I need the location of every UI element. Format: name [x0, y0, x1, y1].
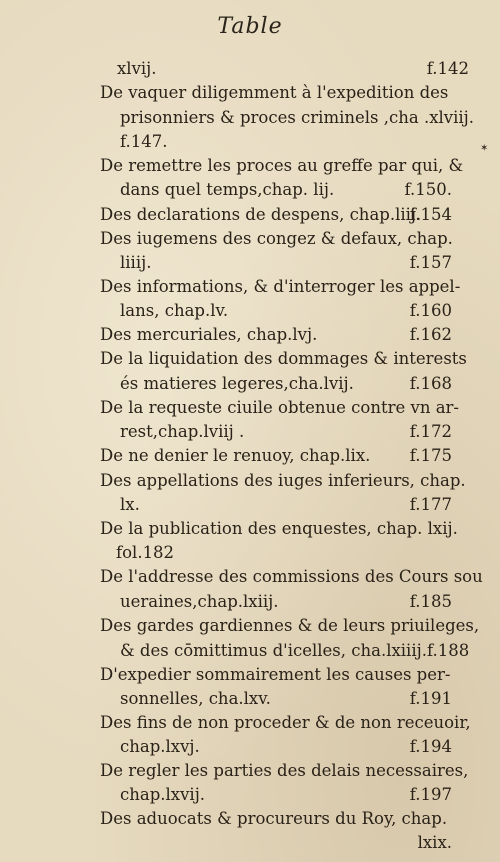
- entry-text: D'expedier sommairement les causes per-: [100, 665, 451, 684]
- entry-text: és matieres legeres,cha.lvij.: [120, 374, 354, 393]
- entry-text: chap.lxvj.: [120, 737, 200, 756]
- entry-text: De la requeste ciuile obtenue contre vn ar-: [100, 398, 459, 417]
- entry-text: Des iugemens des congez & defaux, chap.: [100, 229, 453, 248]
- entry-text: De regler les parties des delais necessaires,: [100, 761, 469, 780]
- folio-number: f.177: [409, 495, 452, 514]
- running-head: Table: [217, 14, 283, 39]
- folio-number: f.157: [409, 253, 452, 272]
- entry-text: Des aduocats & procureurs du Roy, chap.: [100, 809, 448, 828]
- folio-number: f.185: [409, 592, 452, 611]
- entry-text: Des mercuriales, chap.lvj.: [100, 325, 318, 344]
- entry-text: fol.182: [116, 543, 175, 562]
- entry-text: sonnelles, cha.lxv.: [120, 689, 271, 708]
- folio-number: f.168: [409, 374, 452, 393]
- entry-text: ueraines,chap.lxiij.: [120, 592, 279, 611]
- entry-text: Des fins de non proceder & de non receuoir,: [100, 713, 471, 732]
- entry-text: & des cōmittimus d'icelles, cha.lxiiij.f.188: [120, 641, 470, 660]
- entry-text: De remettre les proces au greffe par qui, &: [100, 156, 464, 175]
- entry-text: lans, chap.lv.: [120, 301, 229, 320]
- entry-text: chap.lxvij.: [120, 785, 206, 804]
- entry-text: De l'addresse des commissions des Cours sou: [100, 567, 483, 586]
- entry-text: liiij.: [120, 253, 152, 272]
- entry-text: dans quel temps,chap. lij.: [120, 180, 335, 199]
- entry-text: Des declarations de despens, chap.liij.: [100, 205, 422, 224]
- folio-number: f.197: [409, 785, 452, 804]
- folio-number: f.142: [426, 59, 469, 78]
- margin-mark-icon: ✶: [480, 143, 489, 154]
- folio-number: f.150.: [404, 180, 452, 199]
- entry-text: lx.: [120, 495, 140, 514]
- entry-text: rest,chap.lviij .: [120, 422, 245, 441]
- entry-text: De la publication des enquestes, chap. lxij.: [100, 519, 458, 538]
- entry-text: Des informations, & d'interroger les appel-: [100, 277, 461, 296]
- folio-number: f.154: [409, 205, 452, 224]
- folio-number: f.160: [409, 301, 452, 320]
- entry-text: De la liquidation des dommages & interests: [100, 349, 467, 368]
- entry-text: De vaquer diligemment à l'expedition des: [100, 83, 449, 102]
- entry-text: prisonniers & proces criminels ,cha .xlviij.: [120, 108, 475, 127]
- folio-number: f.191: [409, 689, 452, 708]
- folio-number: f.172: [409, 422, 452, 441]
- folio-number: f.162: [409, 325, 452, 344]
- entry-text: Des gardes gardiennes & de leurs priuileges,: [100, 616, 480, 635]
- folio-number: f.175: [409, 446, 452, 465]
- entry-text: xlvij.: [117, 59, 157, 78]
- entry-text: f.147.: [120, 132, 168, 151]
- folio-number: f.194: [409, 737, 452, 756]
- entry-text: De ne denier le renuoy, chap.lix.: [100, 446, 371, 465]
- entry-text: Des appellations des iuges inferieurs, chap.: [100, 471, 466, 490]
- entry-text: lxix.: [417, 833, 452, 852]
